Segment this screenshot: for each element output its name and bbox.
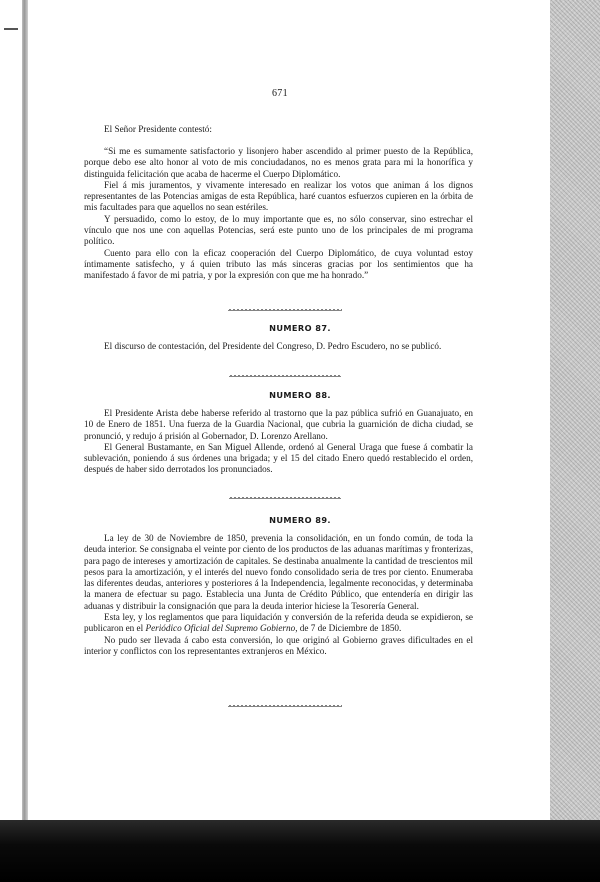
section-paragraph: El General Bustamante, en San Miguel Allende, ordenó al General Uraga que fuese á combatir la sublevación, poniendo á sus órdenes una brigada; y el 15 del citado Enero quedó restablecido el orden, después de haber sido derrotados los pronunciados. (84, 441, 473, 475)
periodico-lead: Esta ley, y los reglamentos que para liquidación y conversión de la referida deuda se expidieron, se publicaron en el (84, 612, 473, 634)
speech-block (84, 146, 473, 282)
divider-rule (229, 496, 341, 500)
speech-paragraph: Cuento para ello con la eficaz cooperación del Cuerpo Diplomático, de cuya voluntad estoy íntimamente satisfecho, y á quien tributo las más sinceras gracias por los sentimientos que ha manifestado á favor de mi patria, y por la expresión con que me ha honrado.” (84, 247, 473, 281)
periodico-title: Periódico Oficial del Supremo Gobierno (145, 623, 296, 634)
section-88-body (84, 408, 473, 476)
speech-paragraph: Fiel á mis juramentos, y vivamente interesado en realizar los votos que animan á los dignos representantes de las Potencias amigas de esta República, haré cuantos esfuerzos cupieren en la órbita de mis facultades para que aquellos no sean estériles. (84, 179, 473, 213)
section-heading-88: NUMERO 88. (269, 390, 331, 400)
divider-rule (229, 374, 341, 378)
section-paragraph: No pudo ser llevada á cabo esta conversión, lo que originó al Gobierno graves dificultades en el interior y conflictos con los representantes extranjeros en México. (84, 634, 473, 656)
scan-mark (4, 28, 18, 30)
section-paragraph-periodico (84, 612, 473, 635)
section-paragraph: El discurso de contestación, del Presidente del Congreso, D. Pedro Escudero, no se publicó. (104, 341, 442, 351)
divider-rule (228, 308, 342, 312)
section-heading-87: NUMERO 87. (269, 323, 331, 333)
section-paragraph: La ley de 30 de Noviembre de 1850, prevenia la consolidación, en un fondo común, de toda la deuda interior. Se consignaba el veinte por ciento de los productos de las aduanas marítimas y fronterizas, para pago de intereses y amortización de capitales. Se destinaba anualmente la cantidad de trescientos mil pesos para la amortización, y el interés del nuevo fondo consolidado seria de tres por ciento. Enumeraba las diferentes deudas, anteriores y posteriores á la Independencia, legalmente reconocidas, y determinaba la manera de efectuar su pago. Establecia una Junta de Crédito Público, que entendería en dirigir las aduanas y distribuir la consignación que para la deuda interior hiciese la Tesorería General. (84, 533, 473, 611)
section-87-body (84, 341, 473, 352)
scan-bottom-band (0, 820, 600, 882)
scan-right-margin (550, 0, 600, 882)
scan-binding-edge (22, 0, 28, 882)
speech-paragraph: “Si me es sumamente satisfactorio y lisonjero haber ascendido al primer puesto de la República, porque debo ese alto honor al voto de mis conciudadanos, no es menos grata para mi la honorífica y distinguida felicitación que acaba de hacerme el Cuerpo Diplomático. (84, 146, 473, 179)
section-89-body (84, 533, 473, 657)
periodico-tail: , de 7 de Diciembre de 1850. (295, 623, 402, 634)
page-number: 671 (272, 88, 288, 99)
section-paragraph: El Presidente Arista debe haberse referido al trastorno que la paz pública sufrió en Guanajuato, en 10 de Enero de 1851. Una fuerza de la Guardia Nacional, que cubria la guarnición de dicha ciudad, se pronunció, y redujo á prisión al Gobernador, D. Lorenzo Arellano. (84, 408, 473, 441)
divider-rule (228, 704, 342, 708)
speech-paragraph: Y persuadido, como lo estoy, de lo muy importante que es, no sólo conservar, sino estrechar el vínculo que nos une con aquellas Potencias, será este punto uno de los principales de mi programa político. (84, 213, 473, 247)
intro-line: El Señor Presidente contestó: (104, 124, 212, 134)
section-heading-89: NUMERO 89. (269, 515, 331, 525)
